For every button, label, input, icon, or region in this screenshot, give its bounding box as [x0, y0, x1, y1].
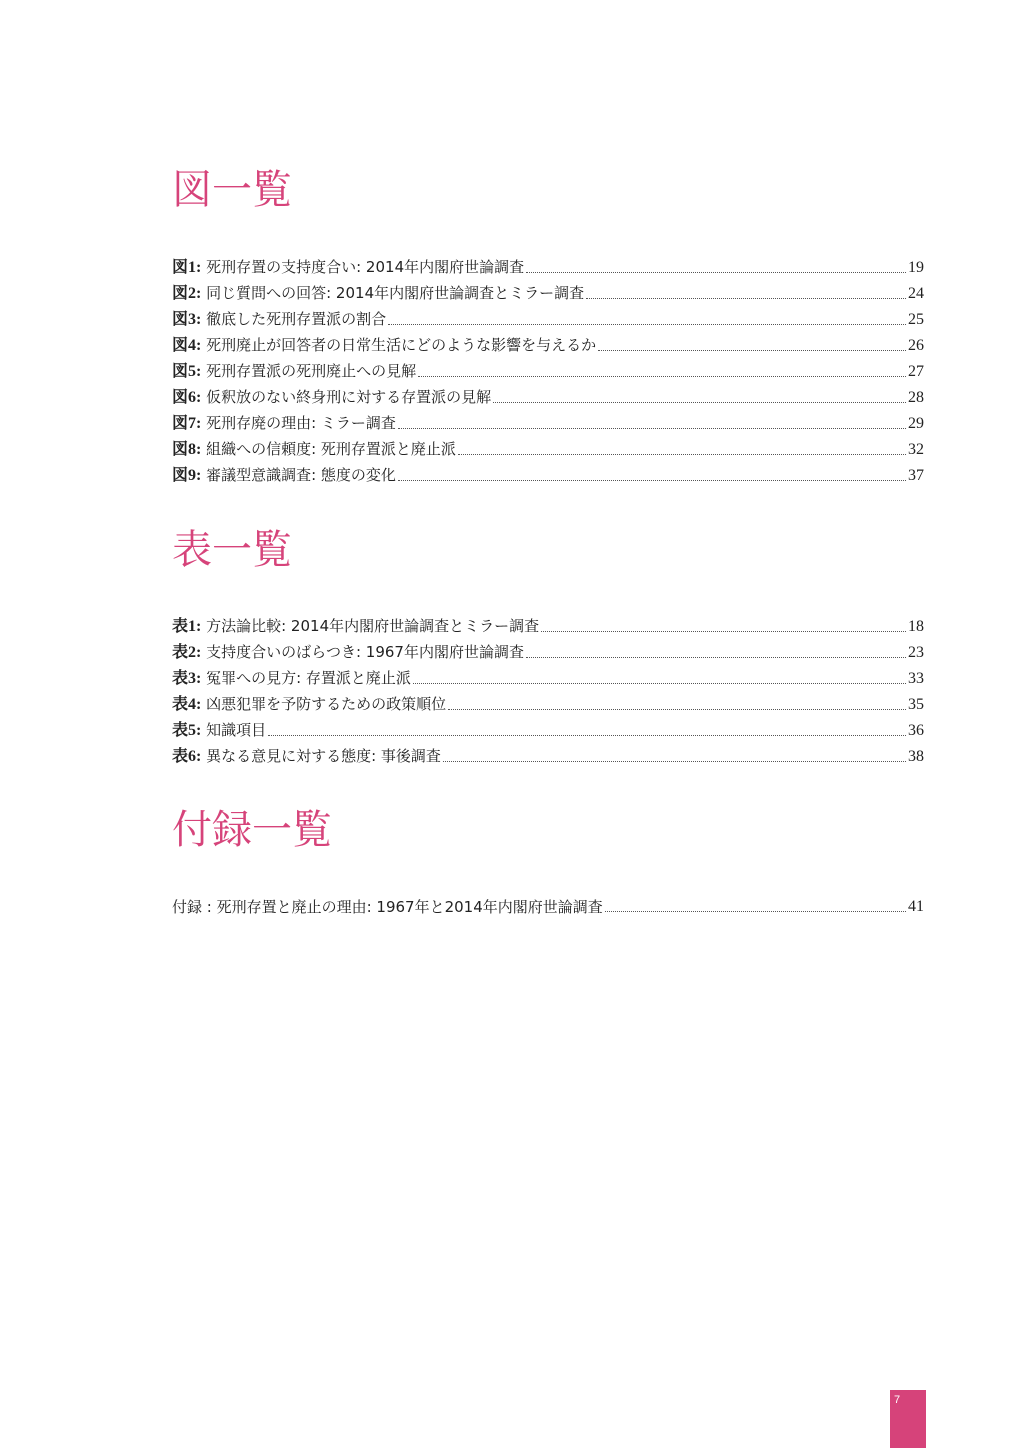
entry-prefix: 表6: — [172, 748, 202, 765]
entry-page: 32 — [908, 441, 924, 458]
page-number-tab — [890, 1390, 926, 1448]
entry-title: 死刑存廃の理由: ミラー調査 — [201, 414, 396, 432]
dot-leader — [598, 349, 906, 351]
dot-leader — [526, 271, 906, 273]
dot-leader — [458, 453, 906, 455]
entry-page: 27 — [908, 363, 924, 380]
entry-title: 死刑存置の支持度合い: 2014年内閣府世論調査 — [201, 258, 525, 276]
entry-page: 37 — [908, 467, 924, 484]
figure-entry-1[interactable] — [172, 251, 924, 277]
entry-prefix: 図4: — [172, 337, 202, 354]
entry-title: 徹底した死刑存置派の割合 — [201, 310, 387, 328]
entry-title: 付録 : 死刑存置と廃止の理由: 1967年と2014年内閣府世論調査 — [172, 898, 603, 916]
figure-entry-2[interactable] — [172, 277, 924, 303]
appendices-list — [172, 890, 924, 916]
entry-title: 仮釈放のない終身刑に対する存置派の見解 — [201, 388, 492, 406]
entry-prefix: 表3: — [172, 670, 202, 687]
entry-title: 冤罪への見方: 存置派と廃止派 — [201, 669, 411, 687]
table-entry-6[interactable] — [172, 740, 924, 766]
figure-entry-3[interactable] — [172, 303, 924, 329]
tables-section — [172, 526, 924, 766]
entry-page: 19 — [908, 259, 924, 276]
entry-prefix: 図8: — [172, 441, 202, 458]
dot-leader — [418, 375, 906, 377]
dot-leader — [398, 479, 906, 481]
figures-section — [172, 166, 924, 485]
figure-entry-5[interactable] — [172, 355, 924, 381]
dot-leader — [526, 656, 906, 658]
entry-page: 33 — [908, 670, 924, 687]
figures-list — [172, 251, 924, 485]
table-entry-1[interactable] — [172, 610, 924, 636]
entry-title: 異なる意見に対する態度: 事後調査 — [201, 747, 441, 765]
table-entry-2[interactable] — [172, 636, 924, 662]
dot-leader — [448, 708, 906, 710]
entry-page: 23 — [908, 644, 924, 661]
entry-title: 死刑廃止が回答者の日常生活にどのような影響を与えるか — [201, 336, 597, 354]
entry-page: 25 — [908, 311, 924, 328]
dot-leader — [398, 427, 906, 429]
tables-list — [172, 610, 924, 766]
tables-heading: 表一覧 — [172, 527, 292, 573]
figure-entry-6[interactable] — [172, 381, 924, 407]
table-entry-3[interactable] — [172, 662, 924, 688]
entry-title: 凶悪犯罪を予防するための政策順位 — [201, 695, 447, 713]
entry-page: 26 — [908, 337, 924, 354]
entry-page: 29 — [908, 415, 924, 432]
entry-prefix: 表2: — [172, 644, 202, 661]
entry-page: 38 — [908, 748, 924, 765]
dot-leader — [268, 734, 906, 736]
entry-prefix: 表1: — [172, 618, 202, 635]
entry-page: 35 — [908, 696, 924, 713]
entry-prefix: 図1: — [172, 259, 202, 276]
dot-leader — [605, 910, 906, 912]
entry-page: 28 — [908, 389, 924, 406]
entry-prefix: 図7: — [172, 415, 202, 432]
dot-leader — [541, 630, 906, 632]
figure-entry-9[interactable] — [172, 459, 924, 485]
entry-prefix: 図3: — [172, 311, 202, 328]
page-number: 7 — [894, 1394, 901, 1406]
entry-title: 知識項目 — [201, 721, 267, 739]
dot-leader — [493, 401, 906, 403]
dot-leader — [413, 682, 906, 684]
appendices-heading: 付録一覧 — [172, 807, 332, 853]
entry-title: 方法論比較: 2014年内閣府世論調査とミラー調査 — [201, 617, 540, 635]
appendix-entry-1[interactable] — [172, 890, 924, 916]
entry-prefix: 図6: — [172, 389, 202, 406]
entry-page: 36 — [908, 722, 924, 739]
entry-title: 支持度合いのばらつき: 1967年内閣府世論調査 — [201, 643, 524, 661]
entry-title: 組織への信頼度: 死刑存置派と廃止派 — [201, 440, 456, 458]
entry-title: 同じ質問への回答: 2014年内閣府世論調査とミラー調査 — [201, 284, 585, 302]
entry-title: 審議型意識調査: 態度の変化 — [201, 466, 396, 484]
entry-prefix: 図5: — [172, 363, 202, 380]
dot-leader — [388, 323, 906, 325]
entry-prefix: 図2: — [172, 285, 202, 302]
table-entry-5[interactable] — [172, 714, 924, 740]
figures-heading: 図一覧 — [172, 167, 292, 213]
entry-page: 41 — [908, 898, 924, 915]
entry-page: 18 — [908, 618, 924, 635]
dot-leader — [443, 760, 906, 762]
entry-page: 24 — [908, 285, 924, 302]
entry-prefix: 表5: — [172, 722, 202, 739]
figure-entry-8[interactable] — [172, 433, 924, 459]
figure-entry-7[interactable] — [172, 407, 924, 433]
figure-entry-4[interactable] — [172, 329, 924, 355]
dot-leader — [586, 297, 906, 299]
table-entry-4[interactable] — [172, 688, 924, 714]
appendices-section — [172, 806, 924, 916]
entry-prefix: 図9: — [172, 467, 202, 484]
entry-prefix: 表4: — [172, 696, 202, 713]
entry-title: 死刑存置派の死刑廃止への見解 — [201, 362, 417, 380]
